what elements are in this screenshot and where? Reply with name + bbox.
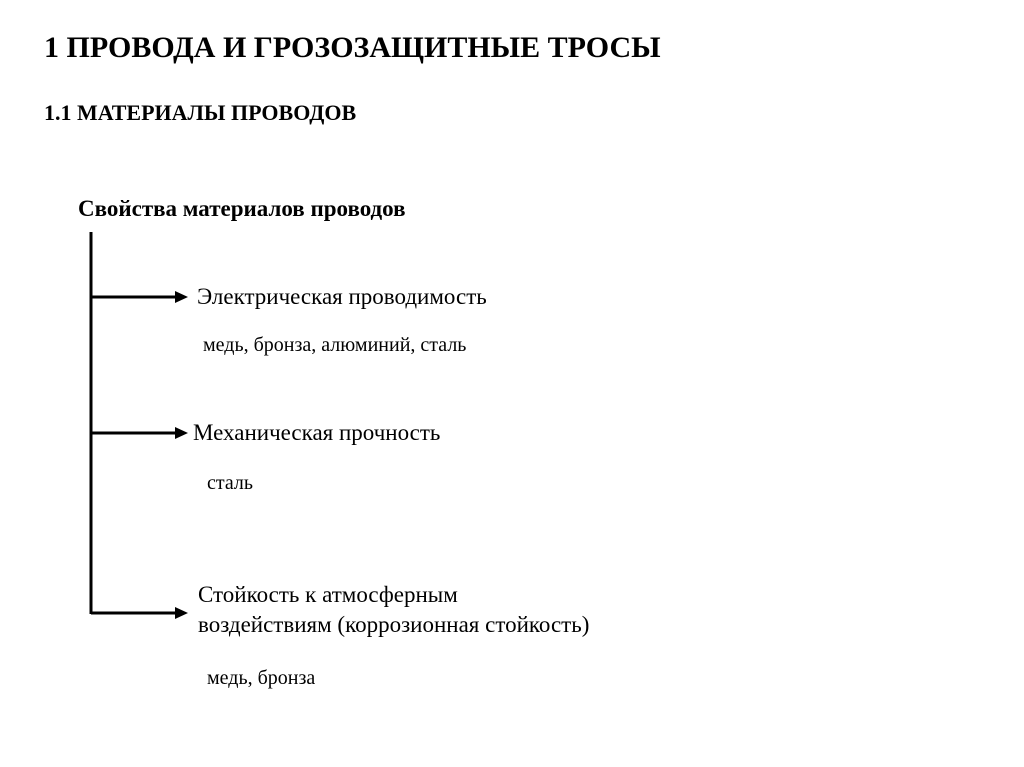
section-subtitle: 1.1 МАТЕРИАЛЫ ПРОВОДОВ [44,100,357,125]
property-electrical-conductivity: Электрическая проводимость [197,284,487,309]
property-mechanical-strength: Механическая прочность [193,420,441,445]
materials-electrical-conductivity: медь, бронза, алюминий, сталь [203,334,467,356]
slide-title: 1 ПРОВОДА И ГРОЗОЗАЩИТНЫЕ ТРОСЫ [44,31,661,64]
property-corrosion-resistance [198,580,718,640]
property-corrosion-resistance-line2: воздействиям (коррозионная стойкость) [198,612,590,637]
arrow-head-3 [175,607,188,619]
property-corrosion-resistance-line1: Стойкость к атмосферным [198,582,458,607]
arrow-head-1 [175,291,188,303]
materials-mechanical-strength: сталь [207,472,254,494]
arrow-head-2 [175,427,188,439]
materials-corrosion-resistance: медь, бронза [207,667,316,689]
diagram-root-label: Свойства материалов проводов [78,196,406,221]
